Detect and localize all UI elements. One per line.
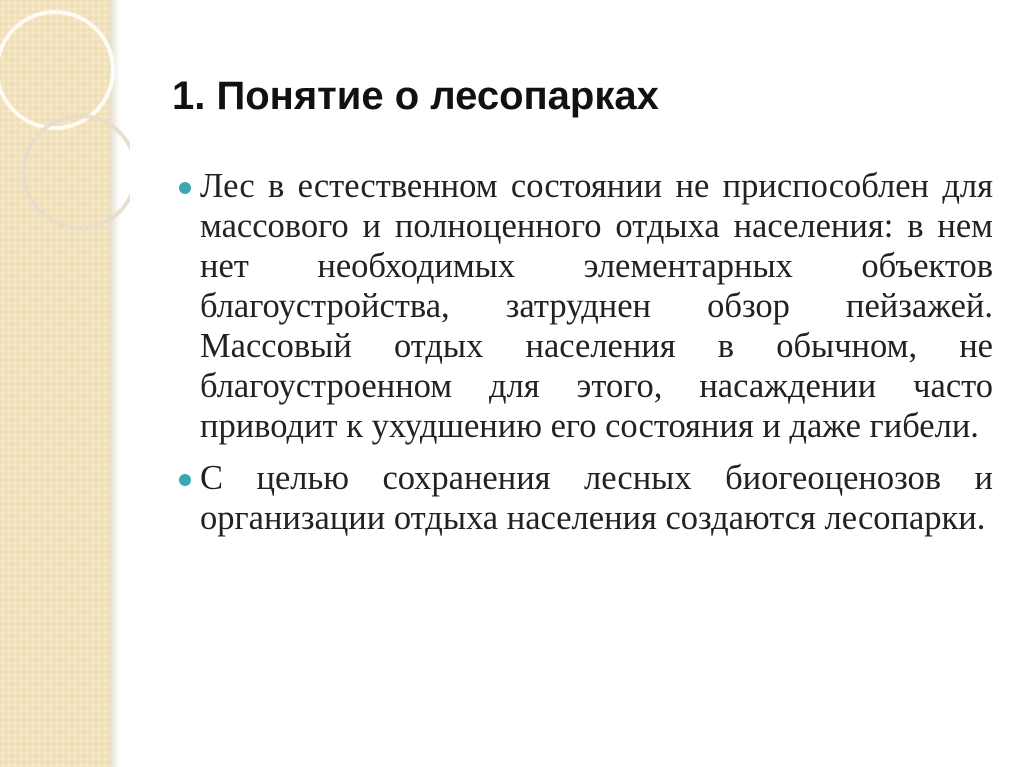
decorative-rings-icon: [0, 0, 130, 260]
bullet-text: С целью сохранения лесных биогеоценозов и организации отдыха населения создаются лесопарки.: [200, 459, 993, 537]
slide-title: 1. Понятие о лесопарках: [172, 74, 659, 118]
round-bullet-icon: [179, 474, 191, 486]
bullet-item: [200, 166, 993, 446]
bullet-item: [200, 458, 993, 538]
round-bullet-icon: [179, 182, 191, 194]
bullet-text: Лес в естественном состоянии не приспособлен для массового и полноценного отдыха населения: в нем нет необходимых элементарных объектов благоустройства, затруднен обзор пейзажей. Массовый отдых населения в обычном, не благоустроенном для этого, насаждении часто приводит к ухудшению его состояния и даже гибели.: [200, 167, 993, 445]
bullet-list: [200, 166, 993, 550]
